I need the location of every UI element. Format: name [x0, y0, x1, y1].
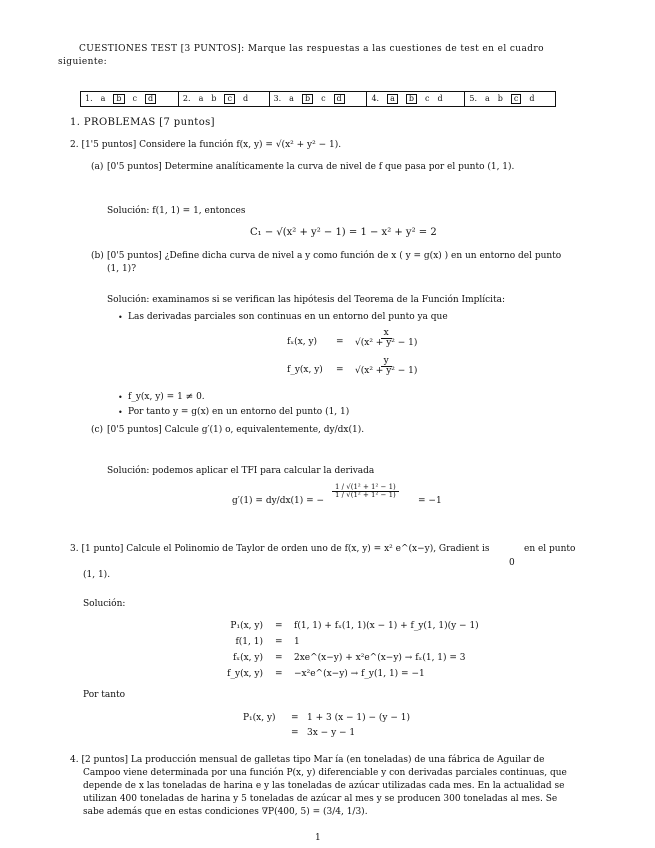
fy-denominator: √(x² + y² − 1) — [355, 366, 418, 376]
problem-3-final-lhs: P₁(x, y) — [243, 713, 276, 723]
test-option-a: a — [198, 94, 204, 103]
problem-2a-equation: C₁ − √(x² + y² − 1) = 1 − x² + y² = 2 — [250, 227, 437, 238]
problem-2c-eq-right: = −1 — [418, 496, 442, 506]
problem-3-final-eq-1: = — [291, 713, 299, 723]
test-cell-5 — [465, 92, 556, 107]
problem-3-row-equals: = — [275, 669, 283, 679]
problem-3-row-lhs: P₁(x, y) — [230, 621, 263, 631]
problem-3-point: (1, 1). — [83, 570, 111, 580]
fy-equals: = — [336, 365, 344, 375]
test-option-d: d — [242, 94, 249, 103]
problem-3-title-end: en el punto — [524, 544, 576, 554]
problem-2c-solution: Solución: podemos aplicar el TFI para calcular la derivada — [107, 466, 375, 476]
test-option-c: c — [132, 94, 138, 103]
test-option-d: d — [334, 94, 345, 104]
problem-2b-text-1: [0'5 puntos] ¿Define dicha curva de nivel a y como función de x ( y = g(x) ) en un entorno del punto — [107, 251, 562, 261]
problem-2b-text-2: (1, 1)? — [107, 264, 137, 274]
problems-heading: 1. PROBLEMAS [7 puntos] — [70, 117, 215, 128]
test-cell-number: 3. — [273, 94, 282, 103]
test-cell-number: 2. — [182, 94, 191, 103]
test-answer-table — [80, 91, 556, 107]
problem-3-row-rhs: 2xe^(x−y) + x²e^(x−y) → fₓ(1, 1) = 3 — [294, 653, 466, 663]
problem-2-title: 2. [1'5 puntos] Considere la función f(x, y) = √(x² + y² − 1). — [70, 140, 342, 150]
test-option-b: b — [497, 94, 503, 103]
problem-3-row-lhs: f_y(x, y) — [227, 669, 263, 679]
test-cell-number: 5. — [469, 94, 477, 103]
problem-4-line-5: sabe además que en estas condiciones ∇P(400, 5) = (3/4, 1/3). — [83, 807, 368, 817]
problem-4-line-1: 4. [2 puntos] La producción mensual de galletas tipo Mar ía (en toneladas) de una fábrica de Aguilar de — [70, 755, 545, 765]
test-option-b: b — [302, 94, 313, 104]
test-option-b: b — [406, 94, 417, 104]
problem-2b-bullet-3: Por tanto y = g(x) en un entorno del punto (1, 1) — [128, 407, 350, 417]
problem-3-row-rhs: −x²e^(x−y) → f_y(1, 1) = −1 — [294, 669, 425, 679]
problem-2c-text: [0'5 puntos] Calcule g′(1) o, equivalentemente, dy/dx(1). — [107, 425, 365, 435]
test-cell-1 — [81, 92, 179, 107]
problem-3-row-equals: = — [275, 621, 283, 631]
problem-2c-label: (c) — [91, 425, 104, 435]
test-option-a: a — [387, 94, 398, 104]
test-option-a: a — [100, 94, 106, 103]
test-option-d: d — [145, 94, 156, 104]
problem-2b-bullet-2: f_y(x, y) = 1 ≠ 0. — [128, 392, 205, 402]
test-cell-2 — [178, 92, 269, 107]
problem-3-row-equals: = — [275, 653, 283, 663]
problem-2b-solution: Solución: examinamos si se verifican las hipótesis del Teorema de la Función Implícita: — [107, 295, 506, 305]
problem-3-final-rhs-2: 3x − y − 1 — [307, 728, 356, 738]
test-option-a: a — [289, 94, 294, 103]
test-option-c: c — [224, 94, 234, 104]
problem-2c-eq-left: g′(1) = dy/dx(1) = − — [232, 496, 325, 506]
fx-numerator: x — [381, 329, 392, 339]
test-cell-number: 1. — [85, 94, 93, 103]
problem-3-por-tanto: Por tanto — [83, 690, 126, 700]
problem-4-line-4: utilizan 400 toneladas de harina y 5 toneladas de azúcar al mes y se producen 300 toneladas al mes. Se — [83, 794, 558, 804]
problem-2b-bullet-1: Las derivadas parciales son continuas en un entorno del punto ya que — [128, 312, 448, 322]
intro-line-1: CUESTIONES TEST [3 PUNTOS]: Marque las respuestas a las cuestiones de test en el cuadro — [79, 44, 544, 54]
problem-2b-label: (b) — [91, 251, 104, 261]
fx-equals: = — [336, 337, 344, 347]
problem-3-row-rhs: 1 — [294, 637, 300, 647]
problem-3-final-rhs-1: 1 + 3 (x − 1) − (y − 1) — [307, 713, 411, 723]
test-option-b: b — [211, 94, 217, 103]
problem-2c-eq-fraction — [332, 484, 399, 499]
fy-label: f_y(x, y) — [287, 365, 323, 375]
problem-2c-eq-numerator: 1 / √(1² + 1² − 1) — [332, 484, 399, 492]
test-option-c: c — [321, 94, 326, 103]
bullet-icon: • — [118, 393, 123, 402]
problem-3-row-lhs: f(1, 1) — [235, 637, 263, 647]
problem-3-solution: Solución: — [83, 599, 126, 609]
test-option-c: c — [511, 94, 521, 104]
intro-line-2: siguiente: — [58, 57, 108, 67]
test-option-d: d — [437, 94, 443, 103]
test-option-c: c — [424, 94, 430, 103]
page-number: 1 — [315, 833, 321, 843]
fx-denominator: √(x² + y² − 1) — [355, 338, 418, 348]
test-cell-number: 4. — [371, 94, 380, 103]
fy-numerator: y — [381, 357, 392, 367]
problem-3-final-eq-2: = — [291, 728, 299, 738]
problem-3-row-rhs: f(1, 1) + fₓ(1, 1)(x − 1) + f_y(1, 1)(y − 1) — [294, 621, 479, 631]
problem-4-line-2: Campoo viene determinada por una función P(x, y) diferenciable y con derivadas parciales continuas, que — [83, 768, 567, 778]
fx-fraction — [352, 329, 420, 348]
problem-2c-eq-denominator: 1 / √(1² + 1² − 1) — [335, 491, 396, 499]
problem-4-line-3: depende de x las toneladas de harina e y las toneladas de azúcar utilizadas cada mes. En la actualidad se — [83, 781, 565, 791]
fy-fraction — [352, 357, 420, 376]
test-option-d: d — [529, 94, 535, 103]
test-answer-row — [81, 92, 556, 107]
problem-3-row-lhs: fₓ(x, y) — [232, 653, 263, 663]
fx-label: fₓ(x, y) — [287, 337, 318, 347]
test-option-b: b — [113, 94, 124, 104]
problem-2a-label: (a) — [91, 162, 104, 172]
bullet-icon: • — [118, 408, 123, 417]
bullet-icon: • — [118, 313, 123, 322]
problem-3-title: 3. [1 punto] Calcule el Polinomio de Taylor de orden uno de f(x, y) = x² e^(x−y), Gradient is — [70, 544, 490, 554]
test-option-a: a — [485, 94, 490, 103]
problem-2a-text: [0'5 puntos] Determine analíticamente la curva de nivel de f que pasa por el punto (1, 1). — [107, 162, 515, 172]
test-cell-3 — [269, 92, 367, 107]
problem-2a-solution: Solución: f(1, 1) = 1, entonces — [107, 206, 246, 216]
problem-3-row-equals: = — [275, 637, 283, 647]
problem-3-zero: 0 — [509, 558, 515, 568]
test-cell-4 — [367, 92, 465, 107]
